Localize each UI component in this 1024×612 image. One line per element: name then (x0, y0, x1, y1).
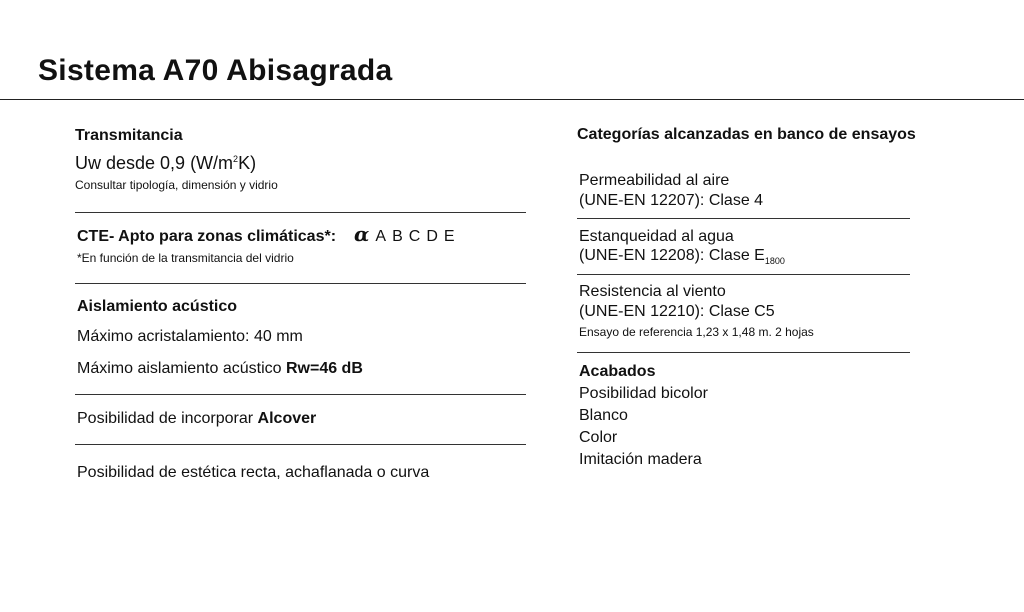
acabado-item: Imitación madera (579, 451, 702, 468)
aislamiento-text: Máximo aislamiento acústico (77, 360, 286, 377)
acabado-item: Color (579, 429, 618, 446)
aire-line2: (UNE-EN 12207): Clase 4 (579, 192, 764, 209)
divider (75, 283, 526, 284)
agua-line2 (579, 247, 785, 266)
divider (577, 352, 910, 353)
page-title: Sistema A70 Abisagrada (38, 54, 393, 87)
aire-line1: Permeabilidad al aire (579, 172, 730, 189)
aislamiento-value: Rw=46 dB (285, 360, 363, 377)
divider (75, 394, 526, 395)
transmitancia-value (75, 153, 256, 174)
zone-a: A (375, 228, 387, 245)
viento-note: Ensayo de referencia 1,23 x 1,48 m. 2 hojas (579, 325, 814, 339)
alcover-brand: Alcover (257, 410, 317, 427)
divider (577, 274, 910, 275)
cte-heading: CTE- Apto para zonas climáticas*: (77, 228, 337, 245)
cte-row (77, 222, 461, 246)
divider (577, 218, 910, 219)
viento-line2: (UNE-EN 12210): Clase C5 (579, 303, 775, 320)
transmitancia-note: Consultar tipología, dimensión y vidrio (75, 178, 278, 192)
acabado-item: Blanco (579, 407, 628, 424)
zone-d: D (426, 228, 438, 245)
aislamiento-line (77, 360, 363, 378)
agua-line1: Estanqueidad al agua (579, 228, 734, 245)
transmitancia-value-sup: 2 (233, 154, 239, 164)
divider (75, 212, 526, 213)
zone-b: B (392, 228, 403, 245)
zone-c: C (408, 228, 421, 245)
acabado-item: Posibilidad bicolor (579, 385, 708, 402)
title-divider (0, 99, 1024, 100)
acabados-heading: Acabados (579, 363, 656, 380)
transmitancia-value-unit: K) (238, 153, 257, 173)
transmitancia-heading: Transmitancia (75, 127, 183, 144)
estetica-line: Posibilidad de estética recta, achaflanada o curva (77, 464, 430, 481)
divider (75, 444, 526, 445)
agua-line2-sub: 1800 (764, 256, 785, 267)
alcover-line (77, 410, 316, 428)
acustico-heading: Aislamiento acústico (77, 298, 238, 315)
categorias-heading: Categorías alcanzadas en banco de ensayos (577, 126, 916, 143)
transmitancia-value-text: Uw desde 0,9 (W/m (75, 153, 234, 173)
viento-line1: Resistencia al viento (579, 283, 726, 300)
alpha-symbol: α (354, 222, 370, 246)
cte-note: *En función de la transmitancia del vidrio (77, 251, 294, 265)
agua-line2-text: (UNE-EN 12208): Clase E (579, 247, 765, 264)
alcover-text: Posibilidad de incorporar (77, 410, 258, 427)
zone-e: E (443, 228, 455, 245)
acristalamiento-line: Máximo acristalamiento: 40 mm (77, 328, 303, 345)
